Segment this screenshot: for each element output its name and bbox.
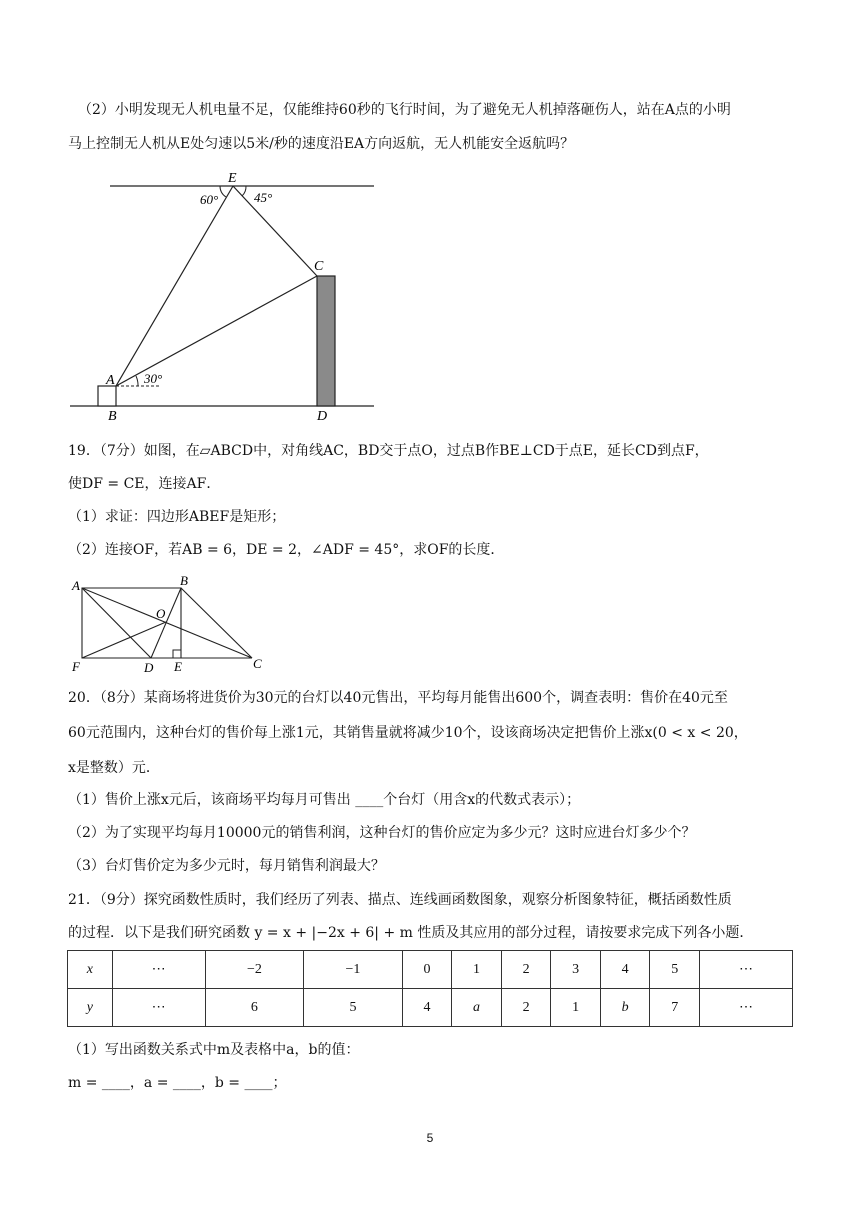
table-cell: 5: [304, 989, 403, 1027]
table-cell: ⋯: [112, 989, 205, 1027]
table-cell: 1: [551, 989, 601, 1027]
function-value-table: [67, 950, 793, 1027]
segment-BC: [181, 588, 252, 658]
q20-part1: （1）售价上涨x元后，该商场平均每月可售出 ____个台灯（用含x的代数式表示）；: [68, 792, 581, 808]
table-row-x: [68, 951, 793, 989]
table-cell: −1: [304, 951, 403, 989]
segment-EA: [116, 186, 233, 386]
fig19-label-E: E: [174, 659, 182, 674]
table-cell: 4: [402, 989, 452, 1027]
label-D: D: [317, 409, 328, 424]
q18-part2-line2: 马上控制无人机从E处匀速以5米/秒的速度沿EA方向返航，无人机能安全返航吗？: [68, 136, 575, 152]
table-cell: 7: [650, 989, 700, 1027]
table-cell: 6: [205, 989, 304, 1027]
angle-label-45: 45°: [254, 190, 273, 205]
table-cell: 5: [650, 951, 700, 989]
page-number: 5: [426, 1131, 434, 1145]
q21-line2: 的过程．以下是我们研究函数 y = x + |−2x + 6| + m 性质及其应用的部分过程，请按要求完成下列各小题．: [68, 925, 754, 941]
angle-arc-60: [220, 186, 226, 197]
q20-part3: （3）台灯售价定为多少元时，每月销售利润最大？: [68, 858, 385, 874]
table-cell: −2: [205, 951, 304, 989]
person-box-AB: [98, 386, 116, 406]
table-cell: 4: [600, 951, 650, 989]
label-A: A: [106, 373, 115, 388]
segment-AD: [82, 588, 151, 658]
q18-part2-line1: （2）小明发现无人机电量不足，仅能维持60秒的飞行时间，为了避免无人机掉落砸伤人，站在A点的小明: [78, 102, 731, 118]
table-cell: 2: [501, 989, 551, 1027]
table-cell: b: [600, 989, 650, 1027]
table-cell: 0: [402, 951, 452, 989]
table-cell: 3: [551, 951, 601, 989]
fig19-label-F: F: [72, 659, 80, 674]
fig19-label-B: B: [180, 574, 188, 588]
table-row-y: [68, 989, 793, 1027]
segment-AC: [116, 276, 317, 386]
q20-line1: 20．（8分）某商场将进货价为30元的台灯以40元售出，平均每月能售出600个，调查表明：售价在40元至: [68, 690, 728, 706]
table-cell: x: [68, 951, 113, 989]
q19-line1: 19．（7分）如图，在▱ABCD中，对角线AC，BD交于点O，过点B作BE⊥CD于点E，延长CD到点F，: [68, 443, 709, 459]
q21-answer-line: m = ____，a = ____，b = ____；: [68, 1075, 287, 1091]
fig19-label-D: D: [144, 660, 154, 674]
angle-arc-30: [136, 376, 138, 386]
table-cell: y: [68, 989, 113, 1027]
segment-BD: [151, 588, 181, 658]
fig19-label-A: A: [72, 578, 80, 593]
right-angle-mark-E: [173, 650, 181, 658]
fig19-label-O: O: [156, 606, 166, 621]
angle-arc-45: [242, 186, 246, 196]
building-CD: [317, 276, 335, 406]
label-E: E: [228, 171, 237, 186]
table-cell: ⋯: [699, 989, 792, 1027]
table-cell: ⋯: [112, 951, 205, 989]
q20-line3: x是整数）元．: [68, 760, 160, 776]
figure-19-parallelogram-diagram: [68, 574, 268, 674]
angle-label-30: 30°: [144, 371, 163, 386]
table-cell: 1: [452, 951, 502, 989]
q19-part2: （2）连接OF，若AB = 6，DE = 2，∠ADF = 45°，求OF的长度．: [68, 542, 505, 558]
label-B: B: [108, 409, 117, 424]
figure-18-drone-diagram: [68, 168, 380, 424]
q21-part1: （1）写出函数关系式中m及表格中a，b的值：: [68, 1042, 360, 1058]
q20-part2: （2）为了实现平均每月10000元的销售利润，这种台灯的售价应定为多少元？这时应进台灯多少个？: [68, 825, 696, 841]
q21-line1: 21．（9分）探究函数性质时，我们经历了列表、描点、连线画函数图象，观察分析图象特征，概括函数性质: [68, 892, 732, 908]
q19-part1: （1）求证：四边形ABEF是矩形；: [68, 509, 286, 525]
fig19-label-C: C: [253, 656, 262, 671]
table-cell: a: [452, 989, 502, 1027]
q19-line2: 使DF = CE，连接AF．: [68, 476, 221, 492]
q20-line2: 60元范围内，这种台灯的售价每上涨1元，其销售量就将减少10个，设该商场决定把售价上涨x(0 < x < 20，: [68, 725, 748, 741]
table-cell: 2: [501, 951, 551, 989]
label-C: C: [314, 259, 324, 274]
angle-label-60: 60°: [200, 192, 219, 207]
segment-EC: [233, 186, 317, 276]
table-cell: ⋯: [699, 951, 792, 989]
